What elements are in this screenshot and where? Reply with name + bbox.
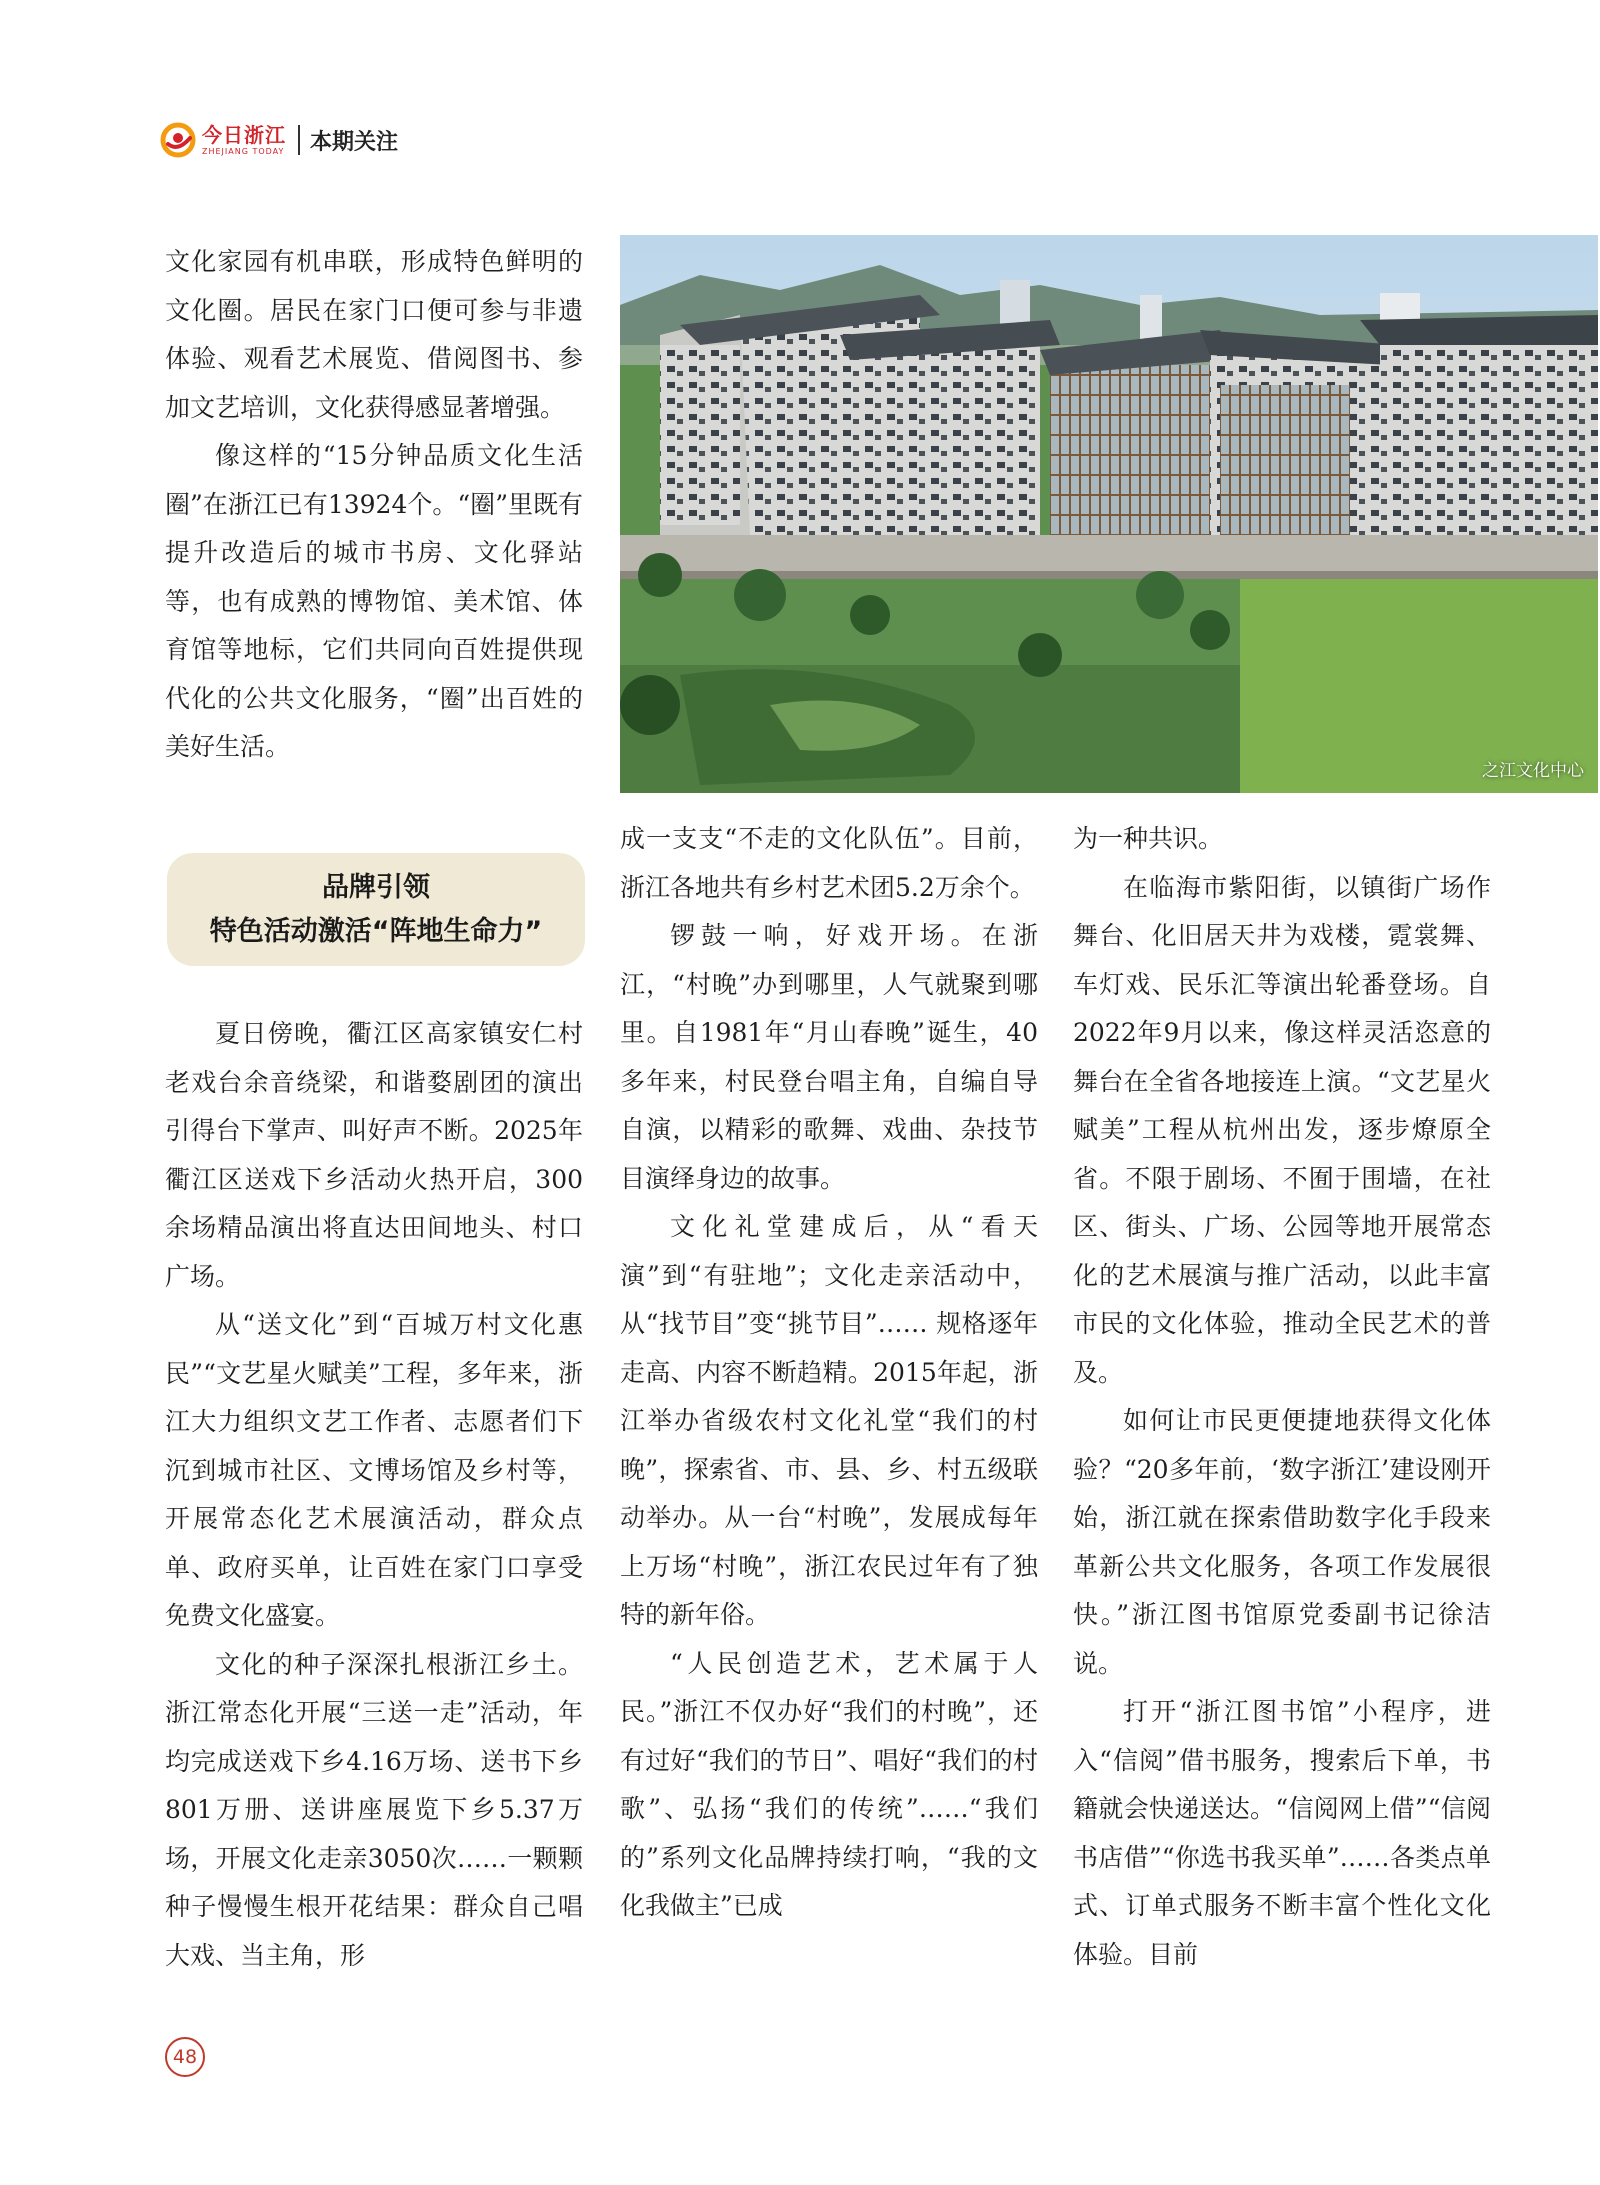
paragraph: 如何让市民更便捷地获得文化体验？“20多年前，‘数字浙江’建设刚开始，浙江就在探索借助数字化手段来革新公共文化服务，各项工作发展很快。”浙江图书馆原党委副书记徐洁说。 — [1073, 1406, 1491, 1678]
paragraph: 在临海市紫阳街，以镇街广场作舞台、化旧居天井为戏楼，霓裳舞、车灯戏、民乐汇等演出轮番登场。自2022年9月以来，像这样灵活恣意的舞台在全省各地接连上演。“文艺星火赋美”工程从杭州出发，逐步燎原全省。不限于剧场、不囿于围墙，在社区、街头、广场、公园等地开展常态化的艺术展演与推广活动，以此丰富市民的文化体验，推动全民艺术的普及。 — [1073, 872, 1491, 1387]
paragraph: 像这样的“15分钟品质文化生活圈”在浙江已有13924个。“圈”里既有提升改造后的城市书房、文化驿站等，也有成熟的博物馆、美术馆、体育馆等地标，它们共同向百姓提供现代化的公共文化服务，“圈”出百姓的美好生活。 — [165, 441, 583, 761]
building-photo — [620, 235, 1598, 793]
paragraph: 为一种共识。 — [1073, 824, 1224, 853]
article-column-1-bottom — [165, 1010, 583, 1980]
paragraph: 成一支支“不走的文化队伍”。目前，浙江各地共有乡村艺术团5.2万余个。 — [620, 824, 1038, 902]
section-title: 本期关注 — [310, 129, 399, 155]
page-header — [160, 118, 398, 162]
paragraph: 文化的种子深深扎根浙江乡土。浙江常态化开展“三送一走”活动，年均完成送戏下乡4.16万场、送书下乡801万册、送讲座展览下乡5.37万场，开展文化走亲3050次……一颗颗种子慢慢生根开花结果：群众自己唱大戏、当主角，形 — [165, 1649, 583, 1970]
article-column-2 — [620, 815, 1038, 1931]
article-column-1-top — [165, 238, 583, 772]
paragraph: 文化家园有机串联，形成特色鲜明的文化圈。居民在家门口便可参与非遗体验、观看艺术展览、借阅图书、参加文艺培训，文化获得感显著增强。 — [165, 247, 583, 422]
paragraph: 文化礼堂建成后，从“看天演”到“有驻地”；文化走亲活动中，从“找节目”变“挑节目”…… 规格逐年走高、内容不断趋精。2015年起，浙江举办省级农村文化礼堂“我们的村晚”，探索省、市、县、乡、村五级联动举办。从一台“村晚”，发展成每年上万场“村晚”，浙江农民过年有了独特的新年俗。 — [620, 1212, 1038, 1629]
page-number: 48 — [165, 2037, 205, 2077]
logo-en: ZHEJIANG TODAY — [202, 146, 285, 156]
paragraph: 打开“浙江图书馆”小程序，进入“信阅”借书服务，搜索后下单，书籍就会快递送达。“信阅网上借”“信阅书店借”“你选书我买单”……各类点单式、订单式服务不断丰富个性化文化体验。目前 — [1073, 1697, 1491, 1969]
logo-cn: 今日浙江 — [202, 122, 286, 147]
logo-icon — [160, 122, 196, 158]
section-heading-line-2: 特色活动激活“阵地生命力” — [209, 915, 543, 947]
culture-center-image — [620, 235, 1598, 793]
paragraph: 从“送文化”到“百城万村文化惠民”“文艺星火赋美”工程，多年来，浙江大力组织文艺工作者、志愿者们下沉到城市社区、文博场馆及乡村等，开展常态化艺术展演活动，群众点单、政府买单，让百姓在家门口享受免费文化盛宴。 — [165, 1310, 583, 1630]
article-column-3 — [1073, 815, 1491, 1979]
section-heading-box — [167, 853, 585, 966]
paragraph: “人民创造艺术，艺术属于人民。”浙江不仅办好“我们的村晚”，还有过好“我们的节日”、唱好“我们的村歌”、弘扬“我们的传统”……“我们的”系列文化品牌持续打响，“我的文化我做主”已成 — [620, 1648, 1038, 1920]
paragraph: 夏日傍晚，衢江区高家镇安仁村老戏台余音绕梁，和谐婺剧团的演出引得台下掌声、叫好声不断。2025年衢江区送戏下乡活动火热开启，300余场精品演出将直达田间地头、村口广场。 — [165, 1019, 583, 1291]
paragraph: 锣鼓一响，好戏开场。在浙江，“村晚”办到哪里，人气就聚到哪里。自1981年“月山春晚”诞生，40多年来，村民登台唱主角，自编自导自演，以精彩的歌舞、戏曲、杂技节目演绎身边的故事。 — [620, 921, 1038, 1193]
header-divider — [298, 125, 300, 155]
section-heading-line-1: 品牌引领 — [322, 871, 430, 903]
photo-caption: 之江文化中心 — [1482, 761, 1584, 781]
logo-wordmark — [202, 122, 286, 156]
